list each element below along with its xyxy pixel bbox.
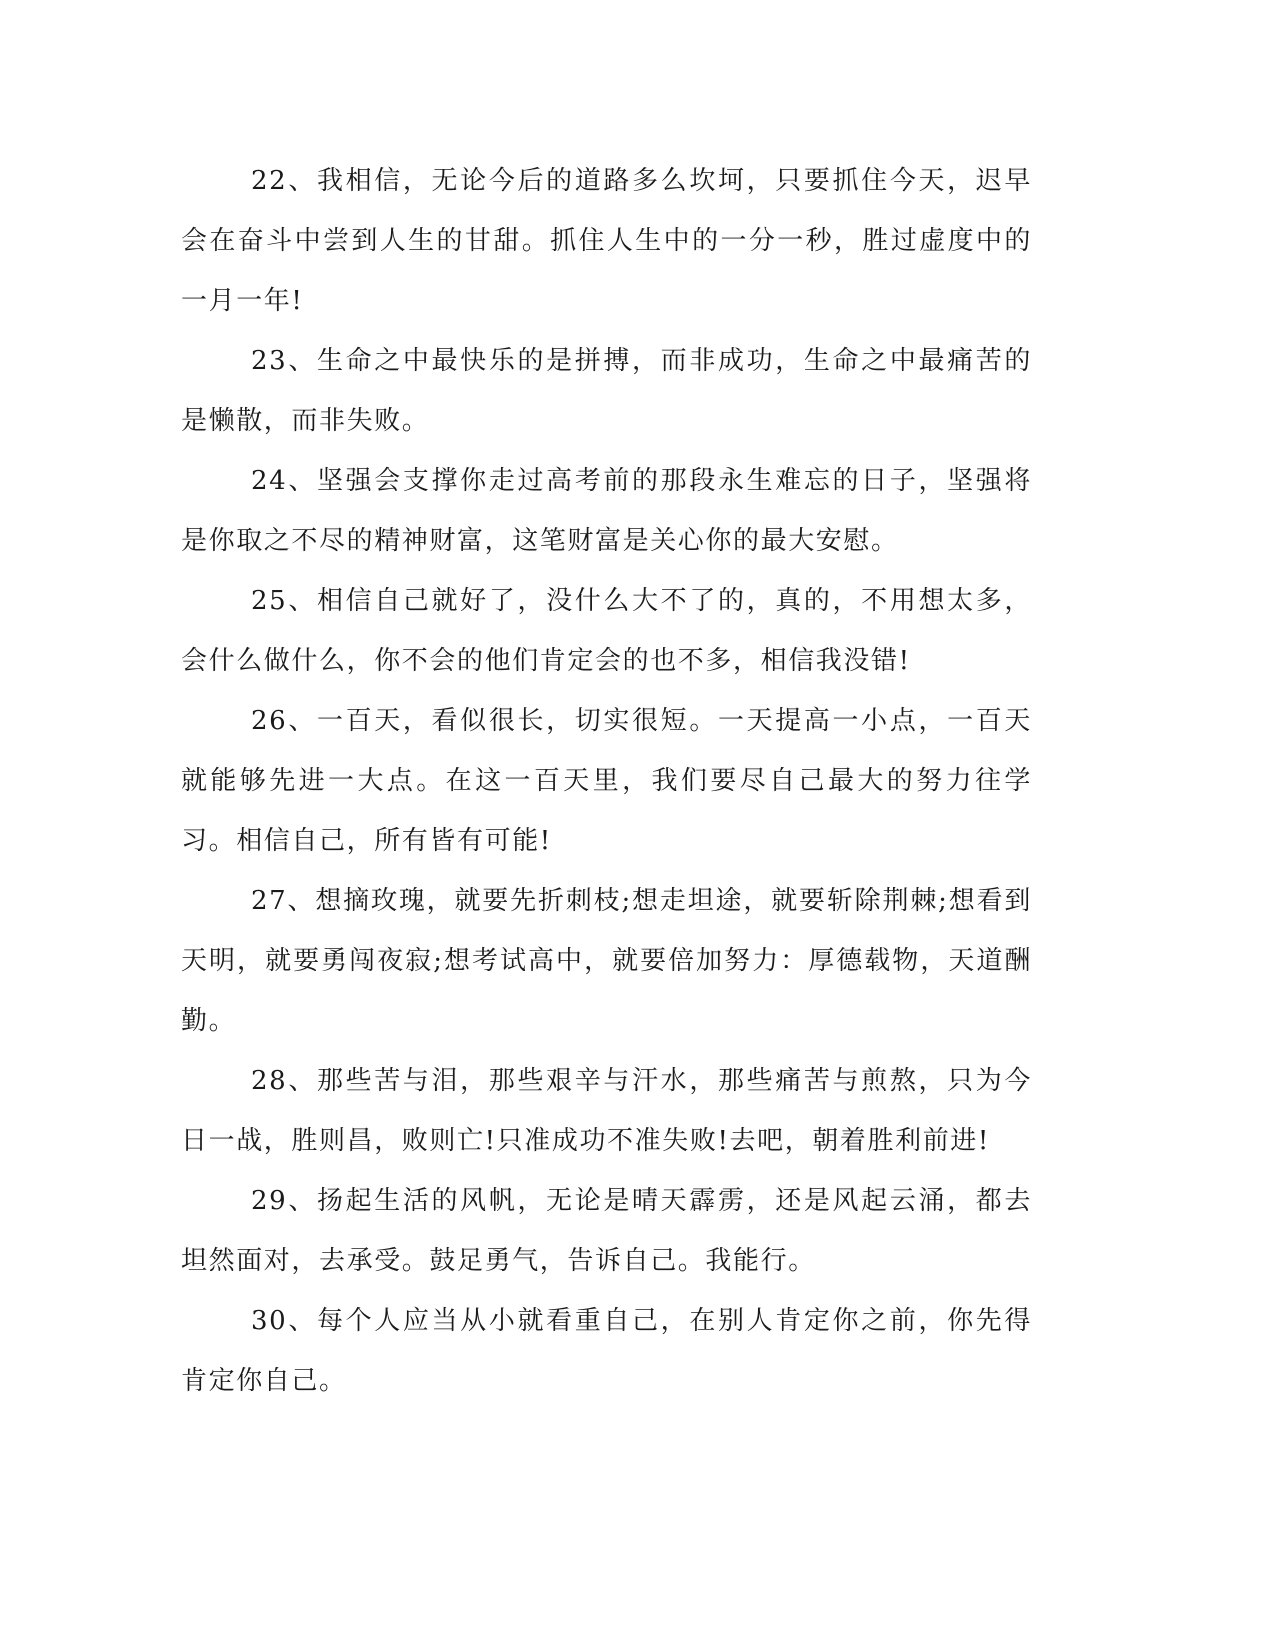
paragraph-27: 27、想摘玫瑰，就要先折刺枝;想走坦途，就要斩除荆棘;想看到天明，就要勇闯夜寂;想考试高中，就要倍加努力：厚德载物，天道酬勤。	[181, 886, 1032, 1036]
paragraph-23: 23、生命之中最快乐的是拼搏，而非成功，生命之中最痛苦的是懒散，而非失败。	[181, 346, 1032, 436]
paragraph-22: 22、我相信，无论今后的道路多么坎坷，只要抓住今天，迟早会在奋斗中尝到人生的甘甜。抓住人生中的一分一秒，胜过虚度中的一月一年!	[181, 166, 1032, 316]
paragraph-28: 28、那些苦与泪，那些艰辛与汗水，那些痛苦与煎熬，只为今日一战，胜则昌，败则亡!只准成功不准失败!去吧，朝着胜利前进!	[181, 1066, 1032, 1156]
paragraph-24: 24、坚强会支撑你走过高考前的那段永生难忘的日子，坚强将是你取之不尽的精神财富，这笔财富是关心你的最大安慰。	[181, 466, 1032, 556]
paragraph-29: 29、扬起生活的风帆，无论是晴天霹雳，还是风起云涌，都去坦然面对，去承受。鼓足勇气，告诉自己。我能行。	[181, 1186, 1032, 1276]
paragraph-25: 25、相信自己就好了，没什么大不了的，真的，不用想太多，会什么做什么，你不会的他们肯定会的也不多，相信我没错!	[181, 586, 1032, 676]
paragraph-26: 26、一百天，看似很长，切实很短。一天提高一小点，一百天就能够先进一大点。在这一百天里，我们要尽自己最大的努力往学习。相信自己，所有皆有可能!	[181, 706, 1032, 856]
document-body	[181, 151, 1032, 1411]
paragraph-30: 30、每个人应当从小就看重自己，在别人肯定你之前，你先得肯定你自己。	[181, 1306, 1032, 1396]
